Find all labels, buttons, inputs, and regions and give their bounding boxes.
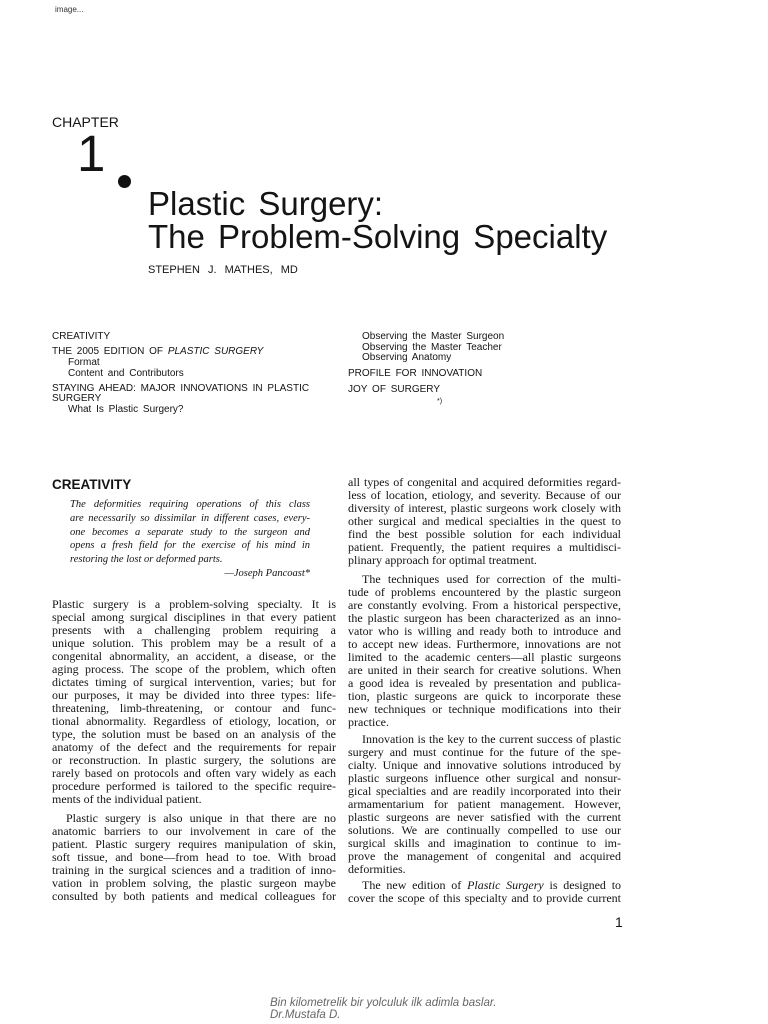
text-run: is designed to [549, 878, 622, 892]
text-line: are united in their search for creative solutions. When [348, 663, 621, 677]
section-heading: CREATIVITY [52, 477, 132, 492]
epigraph-line: opens a fresh field for the exercise of his mind in [70, 540, 310, 552]
text-line: ments of the individual patient. [52, 792, 202, 806]
text-line: vator who is willing and ready both to introduce and [348, 624, 621, 638]
paragraph [52, 598, 336, 806]
text-line: consulted by both patients and medical colleagues for [52, 889, 336, 903]
toc-entry: PROFILE FOR INNOVATION [348, 368, 483, 379]
text-line: congenital abnormality, an accident, a disease, or the [52, 649, 336, 663]
page-number: 1 [615, 914, 623, 930]
text-line: limited to the academic centers—all plastic surgeons [348, 650, 621, 664]
text-line: a good idea is revealed by presentation and publica- [348, 676, 621, 690]
text-line: Innovation is the key to the current success of plastic [362, 732, 621, 746]
text-line: Plastic surgery is a problem-solving specialty. It is [52, 597, 336, 611]
text-line: gical specialties and are readily incorporated into their [348, 784, 621, 798]
epigraph [70, 498, 310, 581]
text-line: plastic surgeons influence other surgical and nonsur- [348, 771, 621, 785]
epigraph-attribution: —Joseph Pancoast* [224, 567, 310, 579]
paragraph [348, 879, 621, 905]
text-line: new techniques or technique modifications into their [348, 702, 621, 716]
text-line: The techniques used for correction of the multi- [362, 572, 621, 586]
epigraph-line: restoring the lost or deformed parts. [70, 554, 223, 566]
toc-subentry: Observing the Master Surgeon [362, 331, 505, 342]
text-line: practice. [348, 715, 389, 729]
text-line: training in the surgical sciences and a tradition of inno- [52, 863, 336, 877]
book-title-italic: Plastic Surgery [467, 878, 544, 892]
text-line: special among surgical disciplines in that every patient [52, 610, 336, 624]
epigraph-line: one becomes a separate study to the surgeon and [70, 526, 310, 538]
text-line: diversity of interest, plastic surgeons work closely with [348, 501, 621, 515]
text-line: tion, plastic surgeons are quick to incorporate these [348, 689, 621, 703]
text-line: other surgical and medical specialties in the quest to [348, 514, 621, 528]
text-line: tude of problems encountered by the plastic surgeon [348, 585, 621, 599]
toc-entry [52, 347, 263, 357]
text-line: anatomic barriers to our involvement in care of the [52, 824, 336, 838]
text-line: aging process. The scope of the problem, which often [52, 662, 336, 676]
footer-line: Bin kilometrelik bir yolculuk ilk adimla baslar. [270, 997, 497, 1009]
text-line: to accept new ideas. Furthermore, innovations are not [348, 637, 621, 651]
text-line: our purposes, it may be divided into three types: life- [52, 688, 336, 702]
page-label: image... [55, 5, 84, 14]
chapter-title [148, 187, 607, 253]
text-line: cialty. Unique and innovative solutions introduced by [348, 758, 621, 772]
text-run: The new edition of [362, 878, 462, 892]
text-line: solutions. We are continually compelled to use our [348, 823, 621, 837]
epigraph-line: are necessarily so dissimilar in different cases, every- [70, 512, 310, 524]
paragraph [348, 573, 621, 729]
text-line: procedure performed is tailored to the specific require- [52, 779, 336, 793]
text-line: plastic surgeons are never satisfied with the current [348, 810, 621, 824]
chapter-bullet [118, 175, 131, 188]
text-line: vation in problem solving, the plastic surgeon maybe [52, 876, 336, 890]
text-line: dictates timing of surgical intervention, varies; but for [52, 675, 336, 689]
toc-entry-continuation: SURGERY [52, 393, 102, 404]
footer-note [270, 997, 496, 1021]
toc-subentry: Observing the Master Teacher [362, 342, 502, 353]
toc-entry: CREATIVITY [52, 331, 111, 342]
text-line: patient. Frequently, the patient requires a multidisci- [348, 540, 621, 554]
author-name: STEPHEN J. MATHES, MD [148, 264, 298, 276]
text-line: less of location, etiology, and severity. Because of our [348, 488, 621, 502]
text-line: plinary approach for optimal treatment. [348, 553, 537, 567]
text-line: threatening, limb-threatening, or contour and func- [52, 701, 336, 715]
paragraph [348, 733, 621, 876]
text-line: Plastic surgery is also unique in that there are no [66, 811, 336, 825]
toc-entry-text: THE 2005 EDITION OF [52, 346, 164, 357]
chapter-title-line: The Problem-Solving Specialty [148, 218, 608, 255]
paragraph [348, 476, 621, 567]
text-line: prove the management of congenital and acquired [348, 849, 621, 863]
chapter-number: 1 [77, 125, 106, 182]
chapter-label: CHAPTER [52, 114, 119, 130]
text-line: anatomy of the defect and the requirements for repair [52, 740, 336, 754]
text-line: all types of congenital and acquired deformities regard- [348, 475, 621, 489]
chapter-title-line: Plastic Surgery: [148, 185, 384, 222]
text-line: surgery and must continue for the future of the spe- [348, 745, 621, 759]
footer-line: Dr.Mustafa D. [270, 1009, 341, 1021]
text-line: tional abnormality. Regardless of etiology, location, or [52, 714, 336, 728]
text-line: type, the solution must be based on an analysis of the [52, 727, 336, 741]
toc-subentry: Format [68, 357, 100, 368]
toc-subentry: Observing Anatomy [362, 352, 452, 363]
toc-entry: JOY OF SURGERY [348, 384, 440, 395]
text-line: rarely based on protocols and often vary widely as each [52, 766, 336, 780]
text-line: presents with a challenging problem requiring a [52, 623, 336, 637]
text-line: unique solution. This problem may be a result of a [52, 636, 336, 650]
text-line: surgical skills and imagination to continue to im- [348, 836, 621, 850]
paragraph [52, 812, 336, 903]
text-line: soft tissue, and bone—from head to toe. With broad [52, 850, 336, 864]
toc-entry: STAYING AHEAD: MAJOR INNOVATIONS IN PLASTIC [52, 383, 310, 394]
toc-subentry: What Is Plastic Surgery? [68, 404, 184, 415]
text-line: find the best possible solution for each individual [348, 527, 621, 541]
toc-mark: *) [437, 398, 443, 405]
text-line: or reconstruction. In plastic surgery, the solutions are [52, 753, 336, 767]
text-line: cover the scope of this specialty and to provide current [348, 891, 621, 905]
toc-entry-italic: PLASTIC SURGERY [167, 346, 264, 357]
text-line: are constantly evolving. From a historical perspective, [348, 598, 621, 612]
text-line: armamentarium for patient management. However, [348, 797, 621, 811]
toc-subentry: Content and Contributors [68, 368, 184, 379]
text-line: patient. Plastic surgery requires manipulation of skin, [52, 837, 336, 851]
text-line: the plastic surgeon has been characterized as an inno- [348, 611, 621, 625]
epigraph-line: The deformities requiring operations of this class [70, 499, 310, 510]
text-line: deformities. [348, 862, 406, 876]
